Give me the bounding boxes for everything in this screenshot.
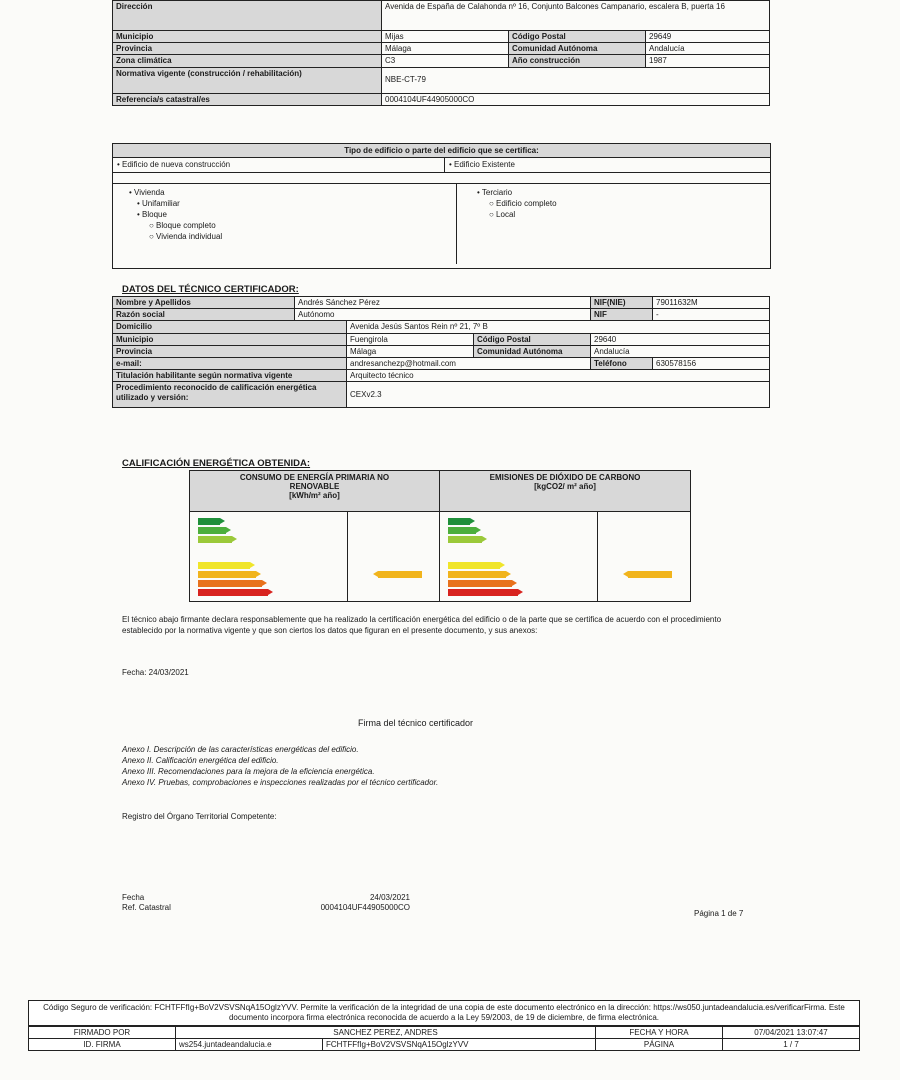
consumption-scale-bar-e [198,571,256,578]
emissions-scale-bar-g [448,589,518,596]
building-type-box [112,143,771,269]
regulation-label: Normativa vigente (construcción / rehabilitación) [113,67,382,93]
tech-name-label: Nombre y Apellidos [113,297,295,309]
tech-procedure-label: Procedimiento reconocido de calificación energética utilizado y versión: [113,382,347,408]
postal-code-label: Código Postal [509,31,646,43]
tech-region-value: Andalucía [591,345,770,357]
municipality-value: Mijas [382,31,509,43]
province-value: Málaga [382,43,509,55]
build-year-value: 1987 [646,55,770,67]
climate-zone-label: Zona climática [113,55,382,67]
tech-company-label: Razón social [113,309,295,321]
declaration-date: Fecha: 24/03/2021 [122,668,189,677]
emissions-scale [440,512,598,601]
emissions-scale-bar-d [448,562,500,569]
cadastral-value: 0004104UF44905000CO [382,93,770,105]
page-value: 1 / 7 [723,1039,860,1051]
tech-municipality-label: Municipio [113,333,347,345]
consumption-scale-bar-c [198,536,232,543]
footer-date-label: Fecha [122,893,145,902]
tech-postal-value: 29640 [591,333,770,345]
building-type-title: Tipo de edificio o parte del edificio que se certifica: [113,144,770,158]
existing-building-option: • Edificio Existente [449,160,515,169]
page-number: Página 1 de 7 [694,909,744,918]
climate-zone-value: C3 [382,55,509,67]
cadastral-label: Referencia/s catastral/es [113,93,382,105]
consumption-scale-bar-f [198,580,262,587]
signature-id-host: ws254.juntadeandalucia.e [176,1039,323,1051]
signed-by-value: SANCHEZ PEREZ, ANDRES [176,1027,596,1039]
footer-cadastral-label: Ref. Catastral [122,903,171,912]
annex-1: Anexo I. Descripción de las características energéticas del edificio. [122,745,359,754]
region-value: Andalucía [646,43,770,55]
emissions-unit: [kgCO2/ m² año] [534,482,596,491]
option-single-family: • Unifamiliar [137,199,180,208]
signature-label: Firma del técnico certificador [358,718,474,728]
declaration-text: El técnico abajo firmante declara responsablemente que ha realizado la certificación energética del edificio o de la parte que se certifica de acuerdo con el procedimiento establecido por la normativa vigente y que son ciertos los datos que figuran en el presente documento, y sus anexos: [122,615,722,635]
municipality-label: Municipio [113,31,382,43]
tech-nif-value: 79011632M [653,297,770,309]
emissions-result-arrow [628,571,672,578]
annex-4: Anexo IV. Pruebas, comprobaciones e inspecciones realizadas por el técnico certificador. [122,778,439,787]
tech-name-value: Andrés Sánchez Pérez [295,297,591,309]
tech-phone-value: 630578156 [653,357,770,369]
signature-id-label: ID. FIRMA [29,1039,176,1051]
emissions-title: EMISIONES DE DIÓXIDO DE CARBONO [489,473,641,482]
tech-region-label: Comunidad Autónoma [474,345,591,357]
address-value: Avenida de España de Calahonda nº 16, Conjunto Balcones Campanario, escalera B, puerta 16 [382,1,770,31]
address-label: Dirección [113,1,382,31]
postal-code-value: 29649 [646,31,770,43]
emissions-result [598,512,690,601]
option-full-building: ○ Edificio completo [489,199,557,208]
footer-date-value: 24/03/2021 [369,893,410,902]
emissions-scale-bar-e [448,571,506,578]
tech-address-label: Domicilio [113,321,347,333]
tech-company-value: Autónomo [295,309,591,321]
option-single-dwelling: ○ Vivienda individual [149,232,223,241]
consumption-scale-bar-b [198,527,226,534]
tech-qualification-value: Arquitecto técnico [347,370,770,382]
consumption-scale-bar-d [198,562,250,569]
consumption-result [348,512,440,601]
tech-email-label: e-mail: [113,357,347,369]
registry-text: Registro del Órgano Territorial Competente: [122,812,277,821]
annex-2: Anexo II. Calificación energética del edificio. [122,756,279,765]
consumption-unit: [kWh/m² año] [289,491,340,500]
tech-email-value: andresanchezp@hotmail.com [347,357,591,369]
emissions-scale-bar-f [448,580,512,587]
technician-table [112,296,770,408]
consumption-scale-bar-g [198,589,268,596]
emissions-scale-bar-a [448,518,470,525]
tech-procedure-value: CEXv2.3 [347,382,770,408]
datetime-label: FECHA Y HORA [596,1027,723,1039]
new-building-option: • Edificio de nueva construcción [113,158,445,172]
option-tertiary: • Terciario [477,188,513,197]
verification-text: Código Seguro de verificación: FCHTFFfIg+BoV2VSVSNqA15OglzYVV. Permite la verificación de la integridad de una copia de este documento electrónico en la dirección: https://ws050.juntadeandalucia.es/verificarFirma. Este documento incorpora firma electrónica reconocida de acuerdo a la Ley 59/2003, de 19 de diciembre, de firma electrónica. [29,1001,859,1026]
option-full-block: ○ Bloque completo [149,221,216,230]
verification-box [28,1000,860,1051]
technician-section-title: DATOS DEL TÉCNICO CERTIFICADOR: [122,284,299,295]
province-label: Provincia [113,43,382,55]
tech-address-value: Avenida Jesús Santos Rein nº 21, 7º B [347,321,770,333]
rating-box [189,470,691,602]
region-label: Comunidad Autónoma [509,43,646,55]
footer-cadastral-value: 0004104UF44905000CO [320,903,410,912]
build-year-label: Año construcción [509,55,646,67]
signed-by-label: FIRMADO POR [29,1027,176,1039]
rating-section-title: CALIFICACIÓN ENERGÉTICA OBTENIDA: [122,458,311,469]
tech-nif-label: NIF(NIE) [591,297,653,309]
signature-id-code: FCHTFFfIg+BoV2VSVSNqA15OglzYVV [323,1039,596,1051]
annex-3: Anexo III. Recomendaciones para la mejora de la eficiencia energética. [122,767,375,776]
datetime-value: 07/04/2021 13:07:47 [723,1027,860,1039]
emissions-scale-bar-c [448,536,482,543]
emissions-scale-bar-b [448,527,476,534]
tech-qualification-label: Titulación habilitante según normativa vigente [113,370,347,382]
tech-municipality-value: Fuengirola [347,333,474,345]
tech-phone-label: Teléfono [591,357,653,369]
option-premises: ○ Local [489,210,516,219]
option-dwelling: • Vivienda [129,188,165,197]
tech-province-label: Provincia [113,345,347,357]
tech-province-value: Málaga [347,345,474,357]
annex-list [122,744,438,788]
consumption-result-arrow [378,571,422,578]
consumption-title: CONSUMO DE ENERGÍA PRIMARIA NO RENOVABLE [239,473,390,491]
regulation-value: NBE-CT-79 [382,67,770,93]
building-table [112,0,770,106]
tech-postal-label: Código Postal [474,333,591,345]
option-block: • Bloque [137,210,167,219]
tech-nif2-label: NIF [591,309,653,321]
consumption-scale [190,512,348,601]
tech-nif2-value: - [653,309,770,321]
consumption-scale-bar-a [198,518,220,525]
page-label: PÁGINA [596,1039,723,1051]
